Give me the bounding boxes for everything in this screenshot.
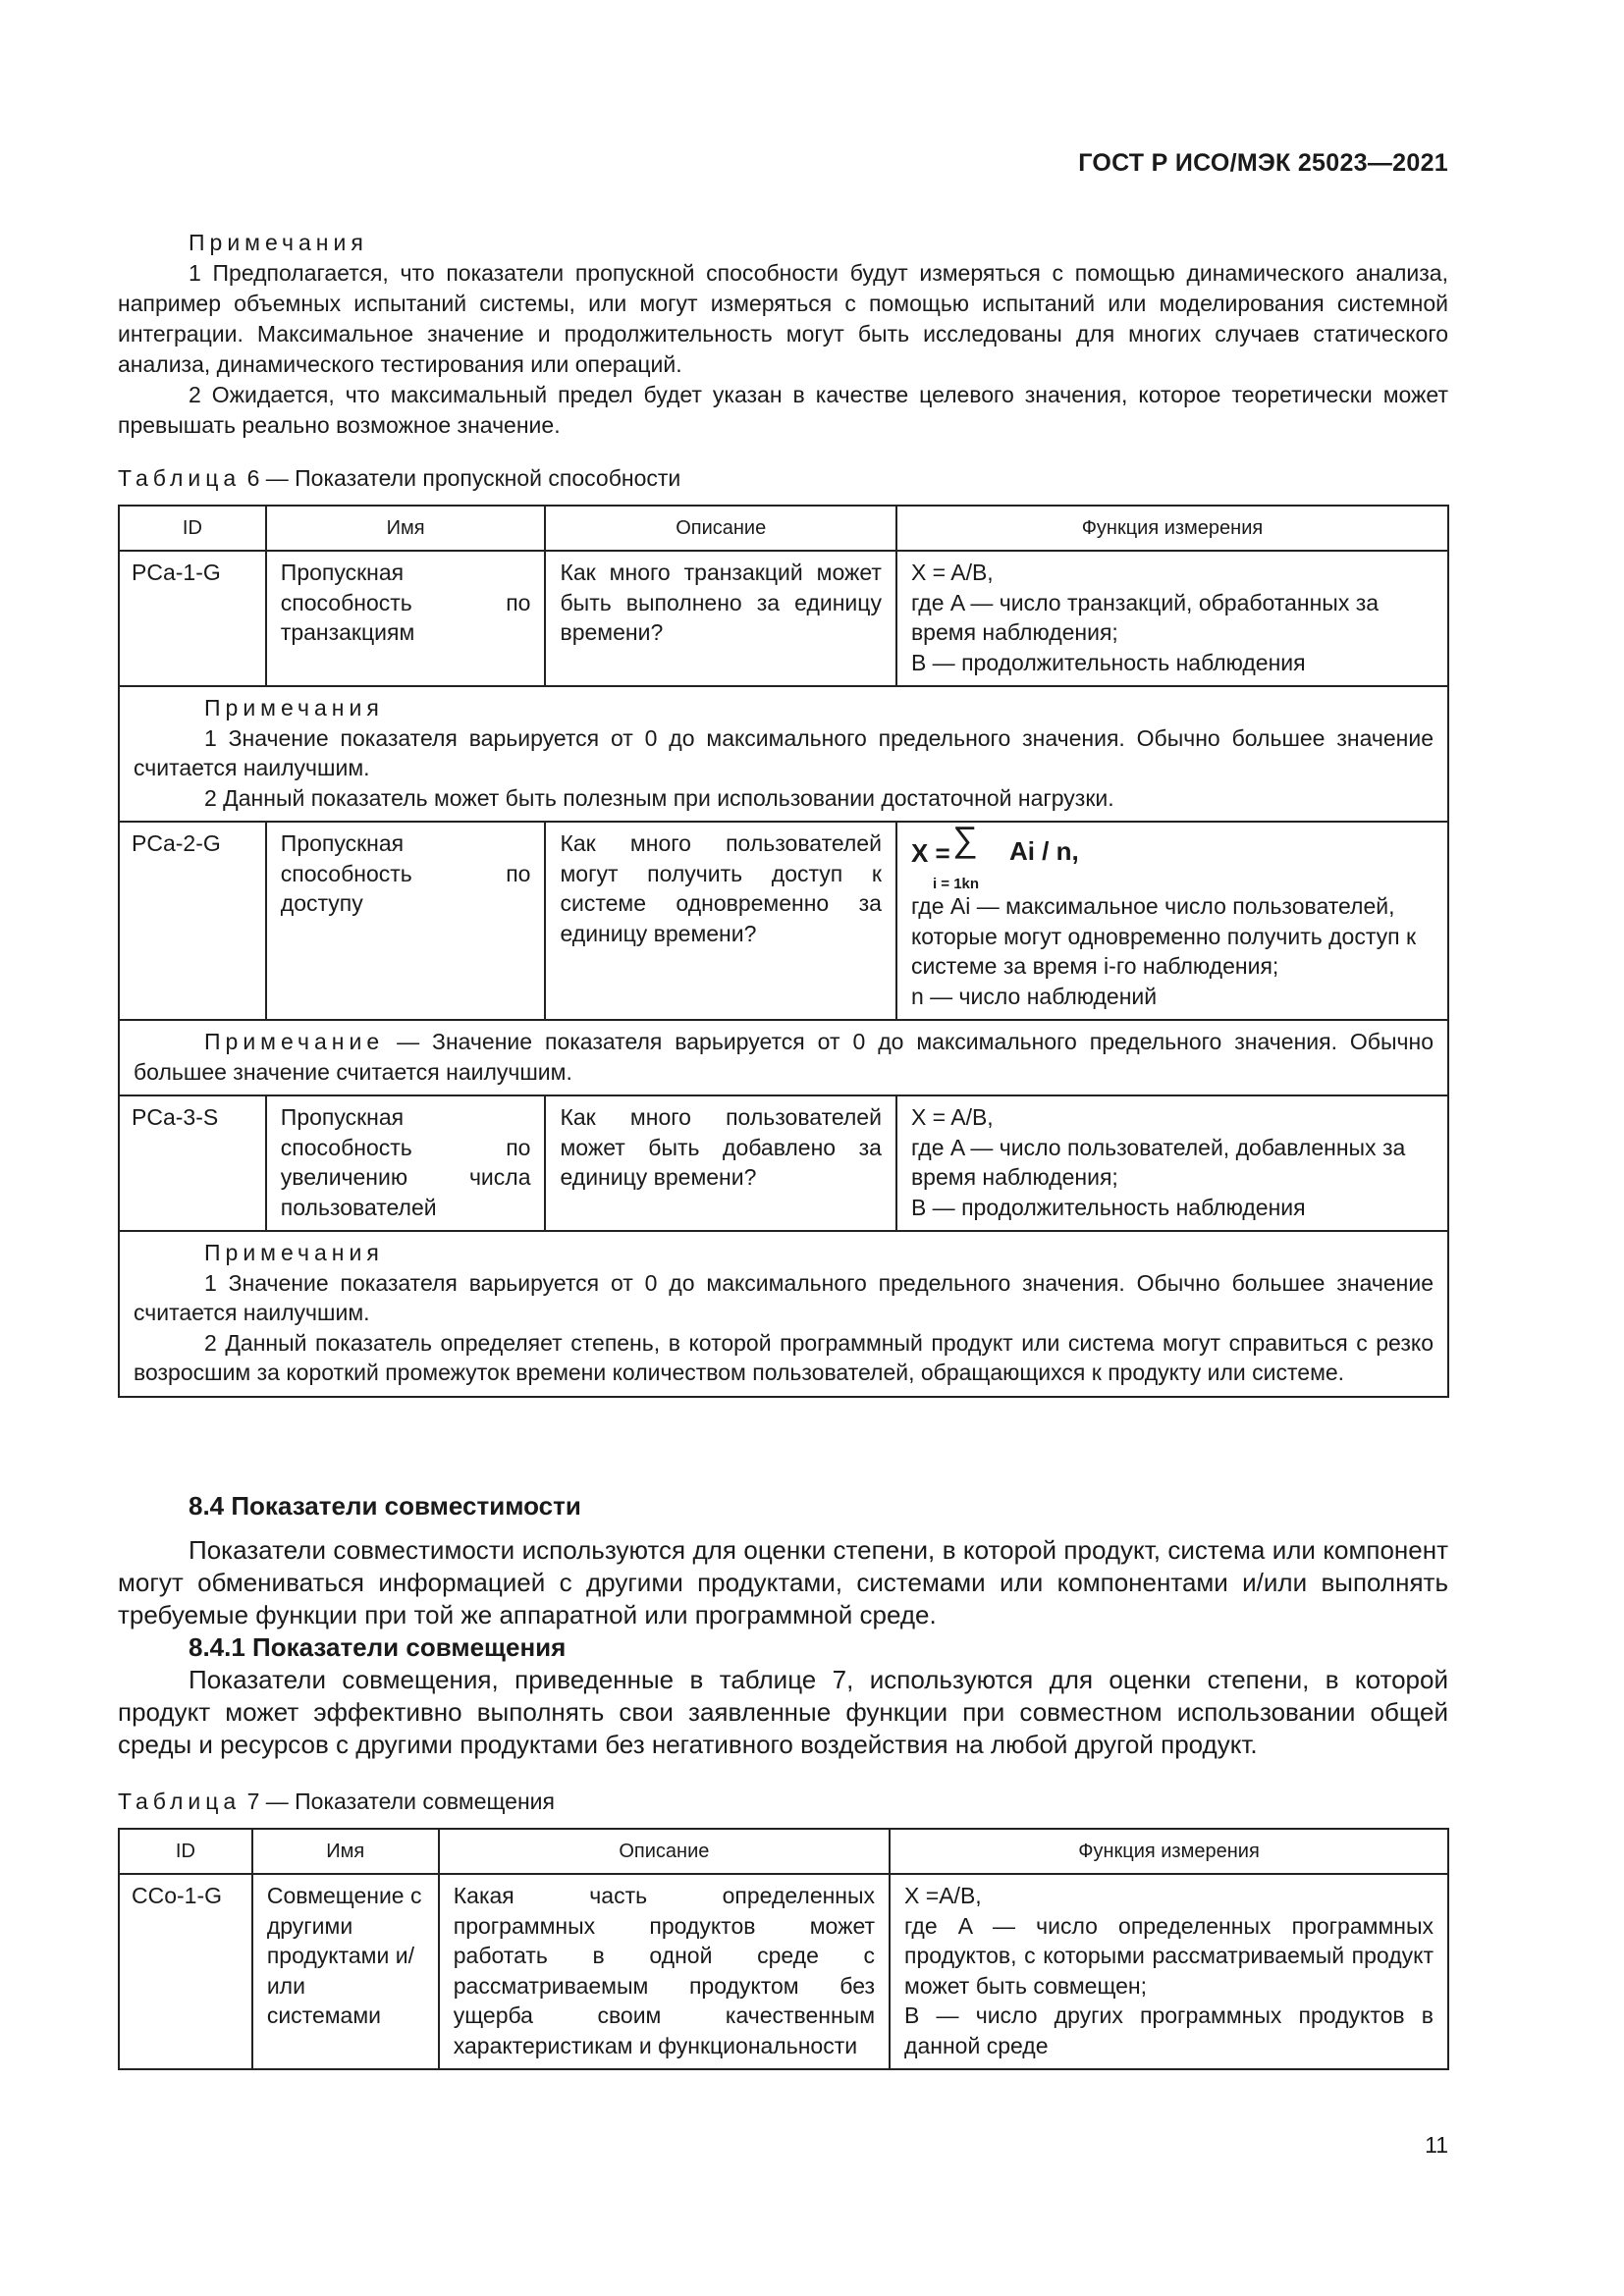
table6-caption [118, 465, 680, 492]
row-name: Пропускная способность по увеличению числа пользователей [266, 1095, 546, 1231]
formula-limits: i = 1kn [932, 876, 980, 892]
row-notes [119, 1020, 1448, 1095]
table-notes-row [119, 1231, 1448, 1397]
formula [910, 819, 1434, 892]
note-item: 1 Значение показателя варьируется от 0 до максимального предельного значения. Обычно большее значение считается наилучшим. [134, 724, 1434, 780]
func-line: где A — число определенных программных продуктов, с которыми рассматриваемый продукт может быть совмещен; [904, 1912, 1434, 1999]
note-item: 1 Значение показателя варьируется от 0 до максимального предельного значения. Обычно большее значение считается наилучшим. [134, 1269, 1434, 1325]
func-line: где A — число пользователей, добавленных за время наблюдения; [910, 1134, 1406, 1190]
table-row [119, 1874, 1448, 2069]
note-item: 2 Данный показатель определяет степень, в которой программный продукт или система могут справиться с резко возросшим за короткий промежуток времени количеством пользователей, обращающихся к продукту или системе. [134, 1329, 1434, 1385]
table6-header-name: Имя [266, 506, 546, 551]
row-name: Совмещение с другими продуктами и/или системами [252, 1874, 439, 2069]
table6-caption-word: Таблица [118, 465, 242, 491]
row-name: Пропускная способность по доступу [266, 822, 546, 1020]
row-id: PCa-3-S [119, 1095, 266, 1231]
table-notes-row [119, 1020, 1448, 1095]
table7-header-func: Функция измерения [890, 1829, 1448, 1874]
func-line: где A — число транзакций, обработанных за время наблюдения; [910, 589, 1380, 645]
table7-header-name: Имя [252, 1829, 439, 1874]
row-notes [119, 686, 1448, 822]
row-name: Пропускная способность по транзакциям [266, 551, 546, 686]
table7-caption [118, 1789, 555, 1815]
section-paragraph: Показатели совместимости используются для оценки степени, в которой продукт, система или компонент могут обмениваться информацией с другими продуктами, системами или компонентами и/или выполнять требуемые функции при той же аппаратной или программной среде. [118, 1535, 1448, 1629]
formula-lhs: X = [910, 838, 950, 868]
notes-title: Примечания [204, 1240, 384, 1265]
func-line: B — продолжительность наблюдения [910, 1194, 1306, 1220]
func-line: X = A/B, [910, 560, 994, 585]
table-row [119, 551, 1448, 686]
subsection-heading: 8.4.1 Показатели совмещения [189, 1632, 567, 1662]
table7-caption-text: 7 — Показатели совмещения [246, 1789, 555, 1814]
table-row [119, 822, 1448, 1020]
table-notes-row [119, 686, 1448, 822]
page-number: 11 [1425, 2132, 1448, 2158]
row-func [890, 1874, 1448, 2069]
notes-top [118, 228, 1448, 441]
row-func [896, 551, 1448, 686]
notes-top-item-1: 1 Предполагается, что показатели пропускной способности будут измеряться с помощью динамического анализа, например объемных испытаний системы, или могут измеряться с помощью испытаний или моделирования системной интеграции. Максимальное значение и продолжительность могут быть исследованы для многих случаев статического анализа, динамического тестирования или операций. [118, 260, 1448, 377]
note-text: — Значение показателя варьируется от 0 до максимального предельного значения. Обычно большее значение считается наилучшим. [134, 1029, 1434, 1085]
table6-header-func: Функция измерения [896, 506, 1448, 551]
row-id: PCa-2-G [119, 822, 266, 1020]
table7-caption-word: Таблица [118, 1789, 242, 1814]
func-line: B — число других программных продуктов в данной среде [904, 2002, 1434, 2058]
row-desc: Какая часть определенных программных продуктов может работать в одной среде с рассматриваемым продуктом без ущерба своим качественным характеристикам и функциональности [439, 1874, 890, 2069]
sigma-symbol: ∑ [951, 819, 978, 859]
row-id: PCa-1-G [119, 551, 266, 686]
table6-header-row [119, 506, 1448, 551]
row-func [896, 1095, 1448, 1231]
row-desc: Как много пользователей могут получить доступ к системе одновременно за единицу времени? [545, 822, 895, 1020]
row-id: CCo-1-G [119, 1874, 252, 2069]
table6 [118, 505, 1449, 1398]
func-line: X =A/B, [904, 1883, 982, 1908]
table7-header-id: ID [119, 1829, 252, 1874]
table7 [118, 1828, 1449, 2070]
note-item: 2 Данный показатель может быть полезным при использовании достаточной нагрузки. [204, 784, 1114, 811]
table6-caption-text: 6 — Показатели пропускной способности [246, 465, 681, 491]
table7-header-row [119, 1829, 1448, 1874]
note-single [134, 1027, 1434, 1087]
table7-header-desc: Описание [439, 1829, 890, 1874]
row-notes [119, 1231, 1448, 1397]
func-line: n — число наблюдений [910, 983, 1158, 1009]
table-row [119, 1095, 1448, 1231]
section-heading: 8.4 Показатели совместимости [189, 1491, 581, 1521]
row-desc: Как много пользователей может быть добавлено за единицу времени? [545, 1095, 895, 1231]
row-desc: Как много транзакций может быть выполнено за единицу времени? [545, 551, 895, 686]
section-8-4 [118, 1490, 1448, 1761]
func-line: B — продолжительность наблюдения [910, 649, 1306, 675]
note-title: Примечание [204, 1029, 385, 1054]
subsection-paragraph: Показатели совмещения, приведенные в таблице 7, используются для оценки степени, в которой продукт может эффективно выполнять свои заявленные функции при совместном использовании общей среды и ресурсов с другими продуктами без негативного воздействия на любой другой продукт. [118, 1665, 1448, 1759]
table6-header-desc: Описание [545, 506, 895, 551]
notes-title: Примечания [204, 695, 384, 721]
func-line: X = A/B, [910, 1104, 994, 1130]
notes-top-item-2: 2 Ожидается, что максимальный предел будет указан в качестве целевого значения, которое теоретически может превышать реально возможное значение. [118, 382, 1448, 438]
formula-rhs: Ai / n, [1008, 836, 1079, 866]
func-line: где Ai — максимальное число пользователей, которые могут одновременно получить доступ к системе за время i-го наблюдения; [910, 893, 1417, 979]
row-func [896, 819, 1448, 1020]
table6-header-id: ID [119, 506, 266, 551]
document-standard-header: ГОСТ Р ИСО/МЭК 25023—2021 [1078, 149, 1448, 177]
notes-top-title: Примечания [189, 230, 368, 255]
